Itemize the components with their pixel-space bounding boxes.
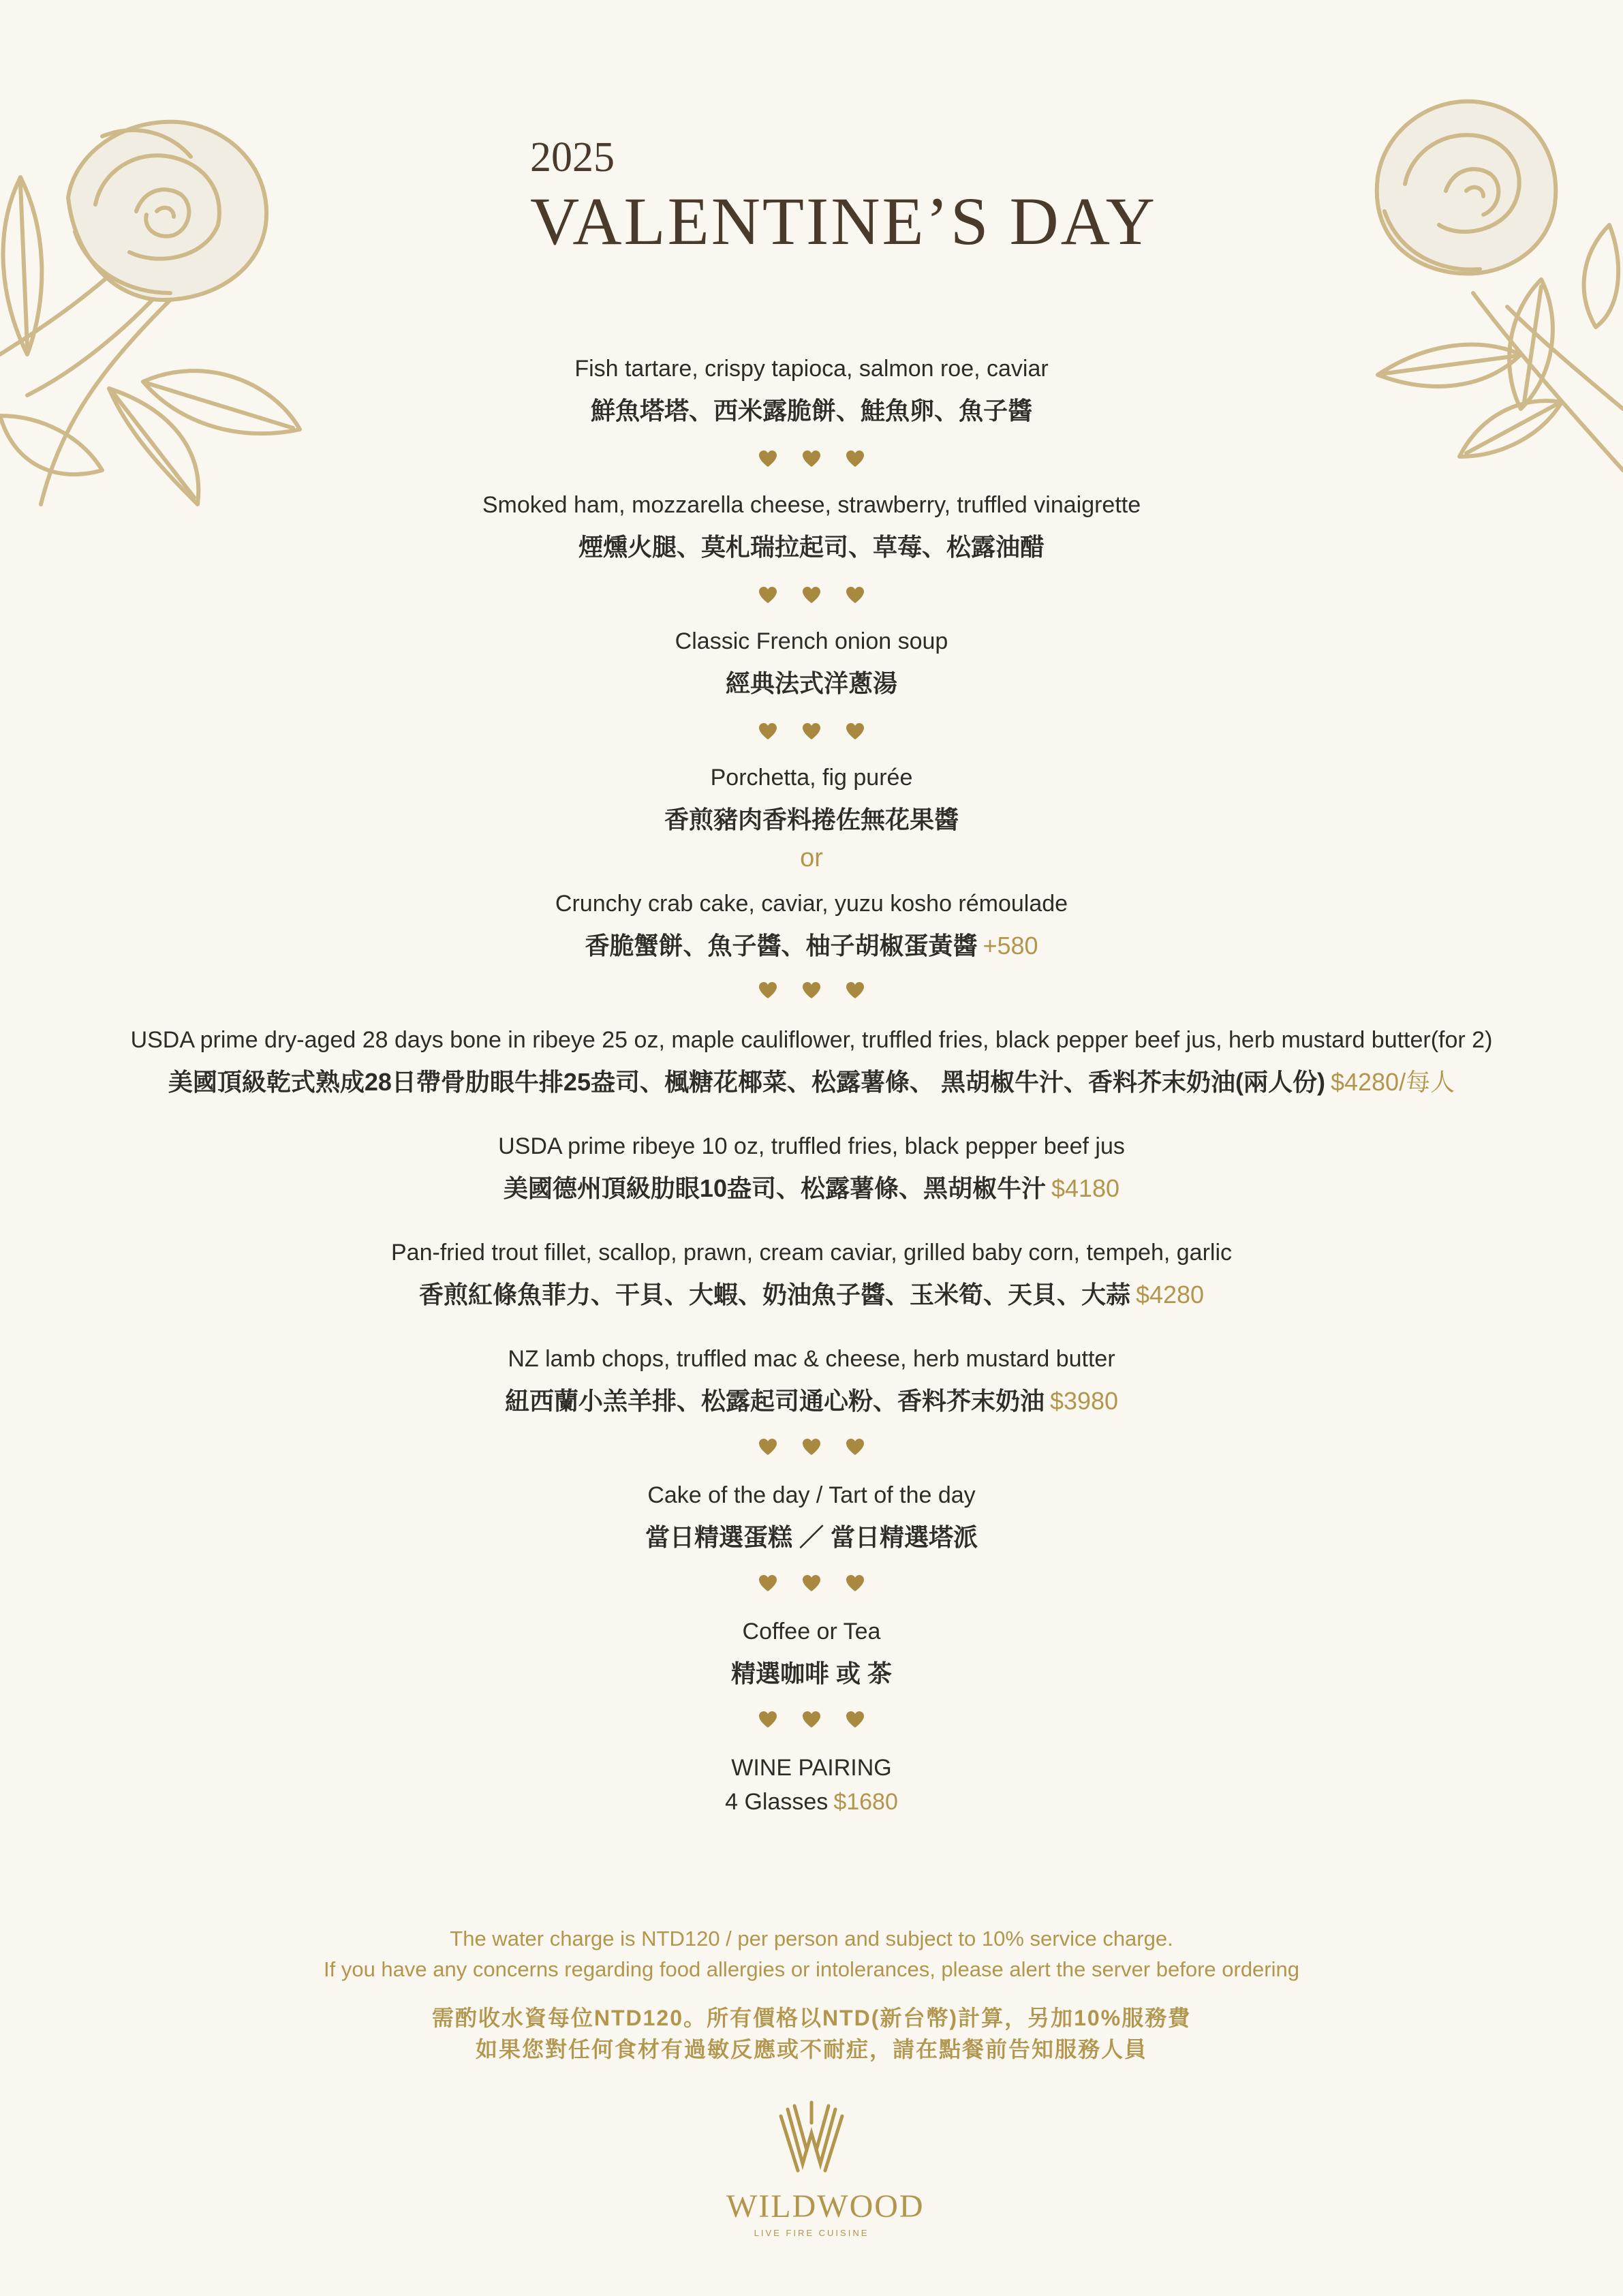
- dessert-en: Cake of the day / Tart of the day: [647, 1482, 976, 1508]
- logo-mark-icon: [767, 2096, 856, 2184]
- coffee-en: Coffee or Tea: [742, 1619, 881, 1644]
- heart-divider: [0, 722, 1623, 743]
- course-5-zh: [0, 927, 1623, 962]
- main-1-en: USDA prime dry-aged 28 days bone in ribeye 25 oz, maple cauliflower, truffled fries, black pepper beef jus, herb mustard butter(for 2): [130, 1027, 1493, 1053]
- heart-icon: [846, 1574, 865, 1592]
- main-2-zh: [0, 1169, 1623, 1204]
- coffee-zh: 精選咖啡 或 茶: [730, 1659, 892, 1687]
- main-4-zh: [0, 1382, 1623, 1417]
- or-separator: or: [800, 844, 823, 872]
- heart-icon: [846, 586, 865, 604]
- main-3-en: Pan-fried trout fillet, scallop, prawn, cream caviar, grilled baby corn, tempeh, garlic: [391, 1240, 1232, 1266]
- heart-divider: [0, 981, 1623, 1002]
- course-5-zh-text: 香脆蟹餅、魚子醬、柚子胡椒蛋黃醬: [585, 932, 978, 960]
- heart-icon: [802, 586, 821, 604]
- heart-icon: [758, 981, 777, 999]
- main-4-zh-text: 紐西蘭小羔羊排、松露起司通心粉、香料芥末奶油: [504, 1387, 1045, 1415]
- dessert-zh: 當日精選蛋糕 ／ 當日精選塔派: [645, 1523, 978, 1551]
- heart-icon: [758, 1574, 777, 1592]
- heart-icon: [758, 1438, 777, 1456]
- heart-icon: [846, 981, 865, 999]
- heart-icon: [802, 981, 821, 999]
- course-4-en: Porchetta, fig purée: [710, 765, 913, 791]
- course-3-en: Classic French onion soup: [675, 628, 948, 654]
- course-3-zh: 經典法式洋蔥湯: [725, 669, 897, 697]
- main-3-zh: [0, 1276, 1623, 1311]
- heart-icon: [846, 1711, 865, 1728]
- main-1-zh-text: 美國頂級乾式熟成28日帶骨肋眼牛排25盎司、楓糖花椰菜、松露薯條、 黑胡椒牛汁、香料芥末奶油(兩人份): [168, 1068, 1325, 1096]
- main-1-price: $4280/每人: [1330, 1068, 1455, 1096]
- heart-icon: [802, 1438, 821, 1456]
- heart-icon: [846, 450, 865, 468]
- heart-icon: [802, 722, 821, 740]
- course-1-en: Fish tartare, crispy tapioca, salmon roe, caviar: [574, 356, 1049, 382]
- wine-pairing-row: [0, 1789, 1623, 1816]
- title-block: [530, 136, 1157, 259]
- wine-price: $1680: [833, 1789, 898, 1815]
- wine-glasses: 4 Glasses: [725, 1789, 829, 1815]
- heart-icon: [758, 586, 777, 604]
- main-2-zh-text: 美國德州頂級肋眼10盎司、松露薯條、黑胡椒牛汁: [503, 1174, 1046, 1202]
- wine-pairing-label: WINE PAIRING: [731, 1755, 892, 1781]
- heart-divider: [0, 1438, 1623, 1458]
- main-3-price: $4280: [1135, 1281, 1205, 1308]
- course-1-zh: 鮮魚塔塔、西米露脆餅、鮭魚卵、魚子醬: [590, 397, 1032, 425]
- page-title: VALENTINE’S DAY: [530, 183, 1157, 259]
- heart-icon: [802, 1574, 821, 1592]
- course-5-price: +580: [983, 932, 1038, 960]
- note-water-charge: The water charge is NTD120 / per person and subject to 10% service charge.: [450, 1927, 1173, 1950]
- note-zh-charge: 需酌收水資每位NTD120。所有價格以NTD(新台幣)計算，另加10%服務費: [431, 2006, 1192, 2030]
- year: 2025: [530, 134, 615, 181]
- main-4-en: NZ lamb chops, truffled mac & cheese, herb mustard butter: [508, 1346, 1115, 1372]
- note-allergy: If you have any concerns regarding food allergies or intolerances, please alert the server before ordering: [324, 1957, 1299, 1981]
- heart-icon: [758, 1711, 777, 1728]
- heart-divider: [0, 1574, 1623, 1595]
- heart-divider: [0, 586, 1623, 607]
- heart-icon: [846, 1438, 865, 1456]
- course-4-zh: 香煎豬肉香料捲佐無花果醬: [664, 806, 959, 833]
- course-2-zh: 煙燻火腿、莫札瑞拉起司、草莓、松露油醋: [578, 533, 1045, 561]
- note-zh-allergy: 如果您對任何食材有過敏反應或不耐症，請在點餐前告知服務人員: [475, 2037, 1147, 2062]
- main-4-price: $3980: [1049, 1387, 1119, 1415]
- course-5-en: Crunchy crab cake, caviar, yuzu kosho rémoulade: [555, 891, 1068, 917]
- logo-name: WILDWOOD: [726, 2188, 925, 2224]
- main-1-zh: [0, 1063, 1623, 1098]
- heart-icon: [802, 450, 821, 468]
- heart-divider: [0, 450, 1623, 470]
- logo-tagline: LIVE FIRE CUISINE: [754, 2228, 869, 2238]
- heart-icon: [802, 1711, 821, 1728]
- main-2-en: USDA prime ribeye 10 oz, truffled fries, black pepper beef jus: [498, 1133, 1125, 1159]
- main-3-zh-text: 香煎紅條魚菲力、干貝、大蝦、奶油魚子醬、玉米筍、天貝、大蒜: [418, 1281, 1130, 1308]
- course-2-en: Smoked ham, mozzarella cheese, strawberry, truffled vinaigrette: [482, 492, 1141, 518]
- heart-icon: [758, 722, 777, 740]
- heart-icon: [758, 450, 777, 468]
- main-2-price: $4180: [1051, 1174, 1120, 1202]
- heart-icon: [846, 722, 865, 740]
- wildwood-logo: [726, 2096, 925, 2238]
- heart-divider: [0, 1711, 1623, 1731]
